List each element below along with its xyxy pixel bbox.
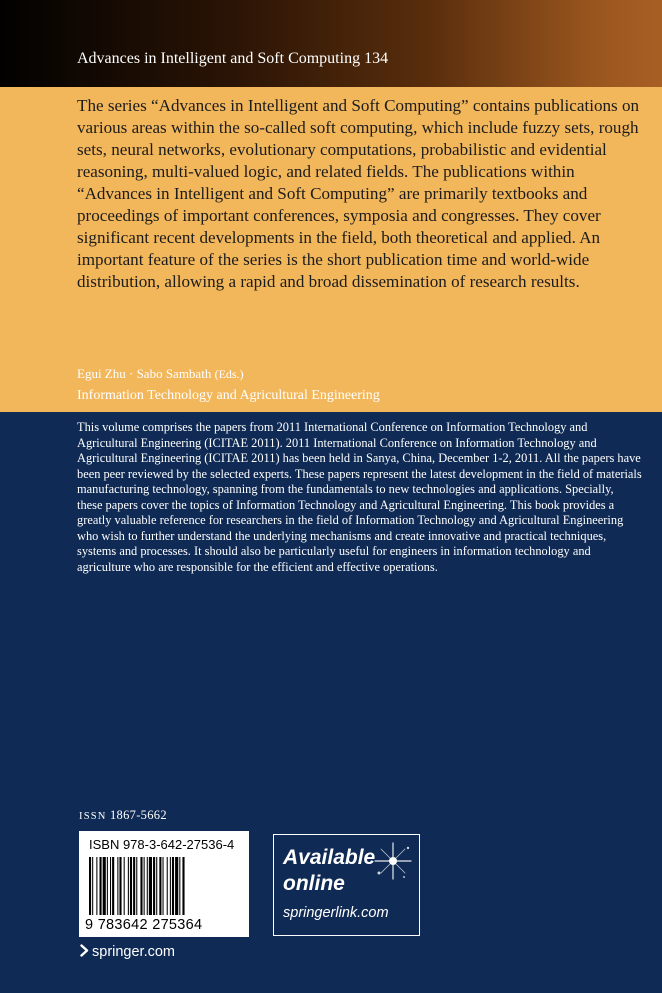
editors-names: Egui Zhu · Sabo Sambath [77,366,212,381]
book-title: Information Technology and Agricultural Engineering [77,388,380,403]
series-description: The series “Advances in Intelligent and Soft Computing” contains publications on various areas within the so-called soft computing, which include fuzzy sets, rough sets, neural networks, evolutionary computations, probabilistic and evidential reasoning, multi-valued logic, and related fields. The publications within “Advances in Intelligent and Soft Computing” are primarily textbooks and proceedings of important conferences, symposia and congresses. They cover significant recent developments in the field, both theoretical and applied. An important feature of the series is the short publication time and world-wide distribution, allowing a rapid and broad dissemination of research results. [77,96,640,291]
online-label: online [283,872,345,895]
volume-description: This volume comprises the papers from 2011 International Conference on Information Technology and Agricultural Engineering (ICITAE 2011). 2011 International Conference on Information Technology and Agricultural Engineering (ICITAE 2011) has been held in Sanya, China, December 1-2, 2011. All the papers have been peer reviewed by the selected experts. These papers represent the latest development in the field of materials manufacturing technology, spanning from the fundamentals to new technologies and applications. Specially, these papers cover the topics of Information Technology and Agricultural Engineering. This book provides a greatly valuable reference for researchers in the field of Information Technology and Agricultural Engineering who wish to further understand the underlying mechanisms and create innovative and practical techniques, systems and processes. It should also be particularly useful for engineers in information technology and agriculture who are responsible for the efficient and effective operations. [77,420,642,574]
barcode-digits: 9 783642 275364 [85,917,203,933]
series-panel [0,87,662,412]
springerlink-url[interactable]: springerlink.com [283,905,389,921]
available-label: Available [283,846,376,869]
issn-value: 1867-5662 [110,808,167,822]
isbn-text: ISBN 978-3-642-27536-4 [89,837,235,852]
issn-label: ISSN [79,811,107,822]
series-title: Advances in Intelligent and Soft Computing 134 [77,50,389,67]
barcode-image [89,857,239,917]
chevron-right-icon [80,944,89,957]
header-band [0,0,662,87]
editors-suffix: (Eds.) [214,367,244,381]
springer-link[interactable] [80,944,175,960]
sparkle-icon [370,839,416,883]
volume-panel [0,412,662,993]
available-online-badge[interactable] [273,834,420,936]
isbn-barcode [79,831,249,937]
issn-line [79,808,167,823]
springer-url[interactable]: springer.com [92,944,176,960]
editors-line [77,366,244,382]
